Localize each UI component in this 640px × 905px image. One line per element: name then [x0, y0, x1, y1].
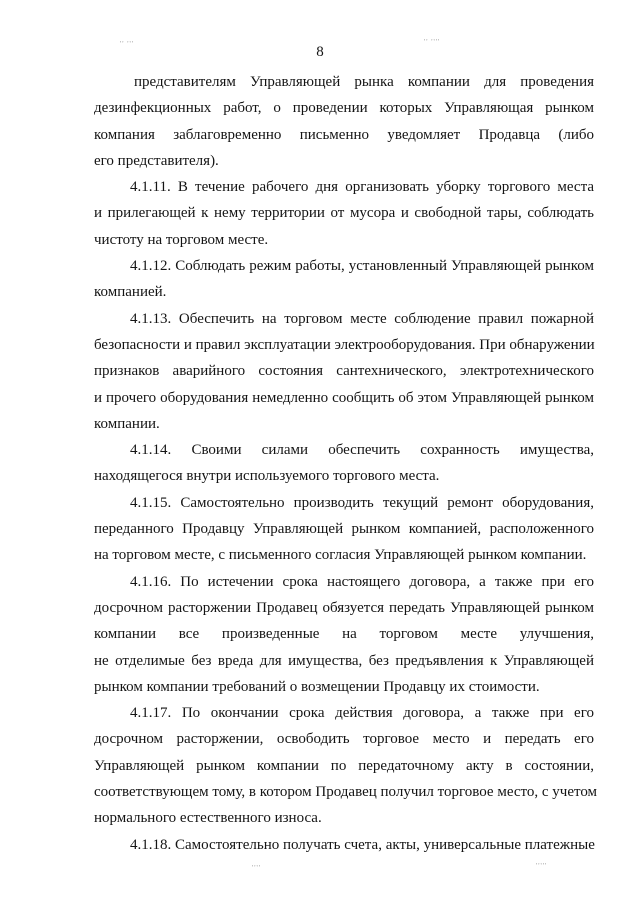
clause-4-1-18 [94, 832, 594, 858]
text-line: досрочном расторжении Продавец обязуется передать Управляющей рынком [94, 599, 594, 616]
text-line: не отделимые без вреда для имущества, без предъявления к Управляющей [94, 652, 594, 669]
text-line: 4.1.18. Самостоятельно получать счета, акты, универсальные платежные [130, 836, 595, 853]
text-line: 4.1.16. По истечении срока настоящего договора, а также при его [130, 573, 594, 590]
text-line: чистоту на торговом месте. [94, 231, 269, 248]
document-body [94, 69, 598, 858]
text-line: нормального естественного износа. [94, 810, 322, 827]
text-line: компании. [94, 415, 160, 432]
clause-4-1-11 [94, 174, 594, 253]
scan-speck-top-left: '' ''' [120, 40, 135, 48]
clause-4-1-17 [94, 700, 598, 831]
clause-4-1-14 [94, 437, 594, 490]
text-line: рынком компании требований о возмещении Продавцу их стоимости. [94, 678, 540, 695]
text-line: соответствующем тому, в котором Продавец получил торговое место, с учетом [94, 784, 598, 801]
text-line: 4.1.15. Самостоятельно производить текущий ремонт оборудования, [130, 494, 594, 511]
text-line: и прочего оборудования немедленно сообщить об этом Управляющей рынком [94, 389, 594, 406]
text-line: и прилегающей к нему территории от мусора и свободной тары, соблюдать [94, 205, 594, 222]
text-line: 4.1.11. В течение рабочего дня организовать уборку торгового места [130, 179, 594, 196]
text-line: представителям Управляющей рынка компании для проведения [134, 74, 594, 90]
scan-speck-bottom-left: '''' [252, 864, 262, 872]
scan-speck-bottom-right: ''''' [536, 862, 548, 870]
clause-4-1-15 [94, 490, 594, 569]
text-line: компанией. [94, 284, 167, 301]
text-line: признаков аварийного состояния сантехнического, электротехнического [94, 363, 594, 380]
text-line: Управляющей рынком компании по передаточному акту в состоянии, [94, 757, 594, 774]
page-number: 8 [316, 44, 324, 60]
clause-4-1-16 [94, 569, 594, 700]
text-line: его представителя). [94, 152, 219, 169]
paragraph-continuation [94, 69, 594, 174]
text-line: 4.1.13. Обеспечить на торговом месте соблюдение правил пожарной [130, 310, 594, 327]
text-line: 4.1.17. По окончании срока действия договора, а также при его [130, 705, 594, 722]
text-line: на торговом месте, с письменного согласия Управляющей рынком компании. [94, 547, 587, 564]
text-line: переданного Продавцу Управляющей рынком компанией, расположенного [94, 521, 594, 538]
text-line: 4.1.12. Соблюдать режим работы, установленный Управляющей рынком [130, 258, 594, 275]
text-line: досрочном расторжении, освободить торговое место и передать его [94, 731, 594, 748]
text-line: 4.1.14. Своими силами обеспечить сохранность имущества, [130, 442, 594, 459]
text-line: находящегося внутри используемого торгового места. [94, 468, 440, 485]
scan-speck-top-right: '' '''' [424, 38, 441, 46]
clause-4-1-12 [94, 253, 594, 306]
text-line: дезинфекционных работ, о проведении которых Управляющая рынком [94, 100, 594, 117]
clause-4-1-13 [94, 306, 594, 437]
text-line: компании все произведенные на торговом месте улучшения, [94, 626, 594, 643]
text-line: компания заблаговременно письменно уведомляет Продавца (либо [94, 126, 594, 143]
text-line: безопасности и правил эксплуатации электрооборудования. При обнаружении [94, 336, 595, 353]
